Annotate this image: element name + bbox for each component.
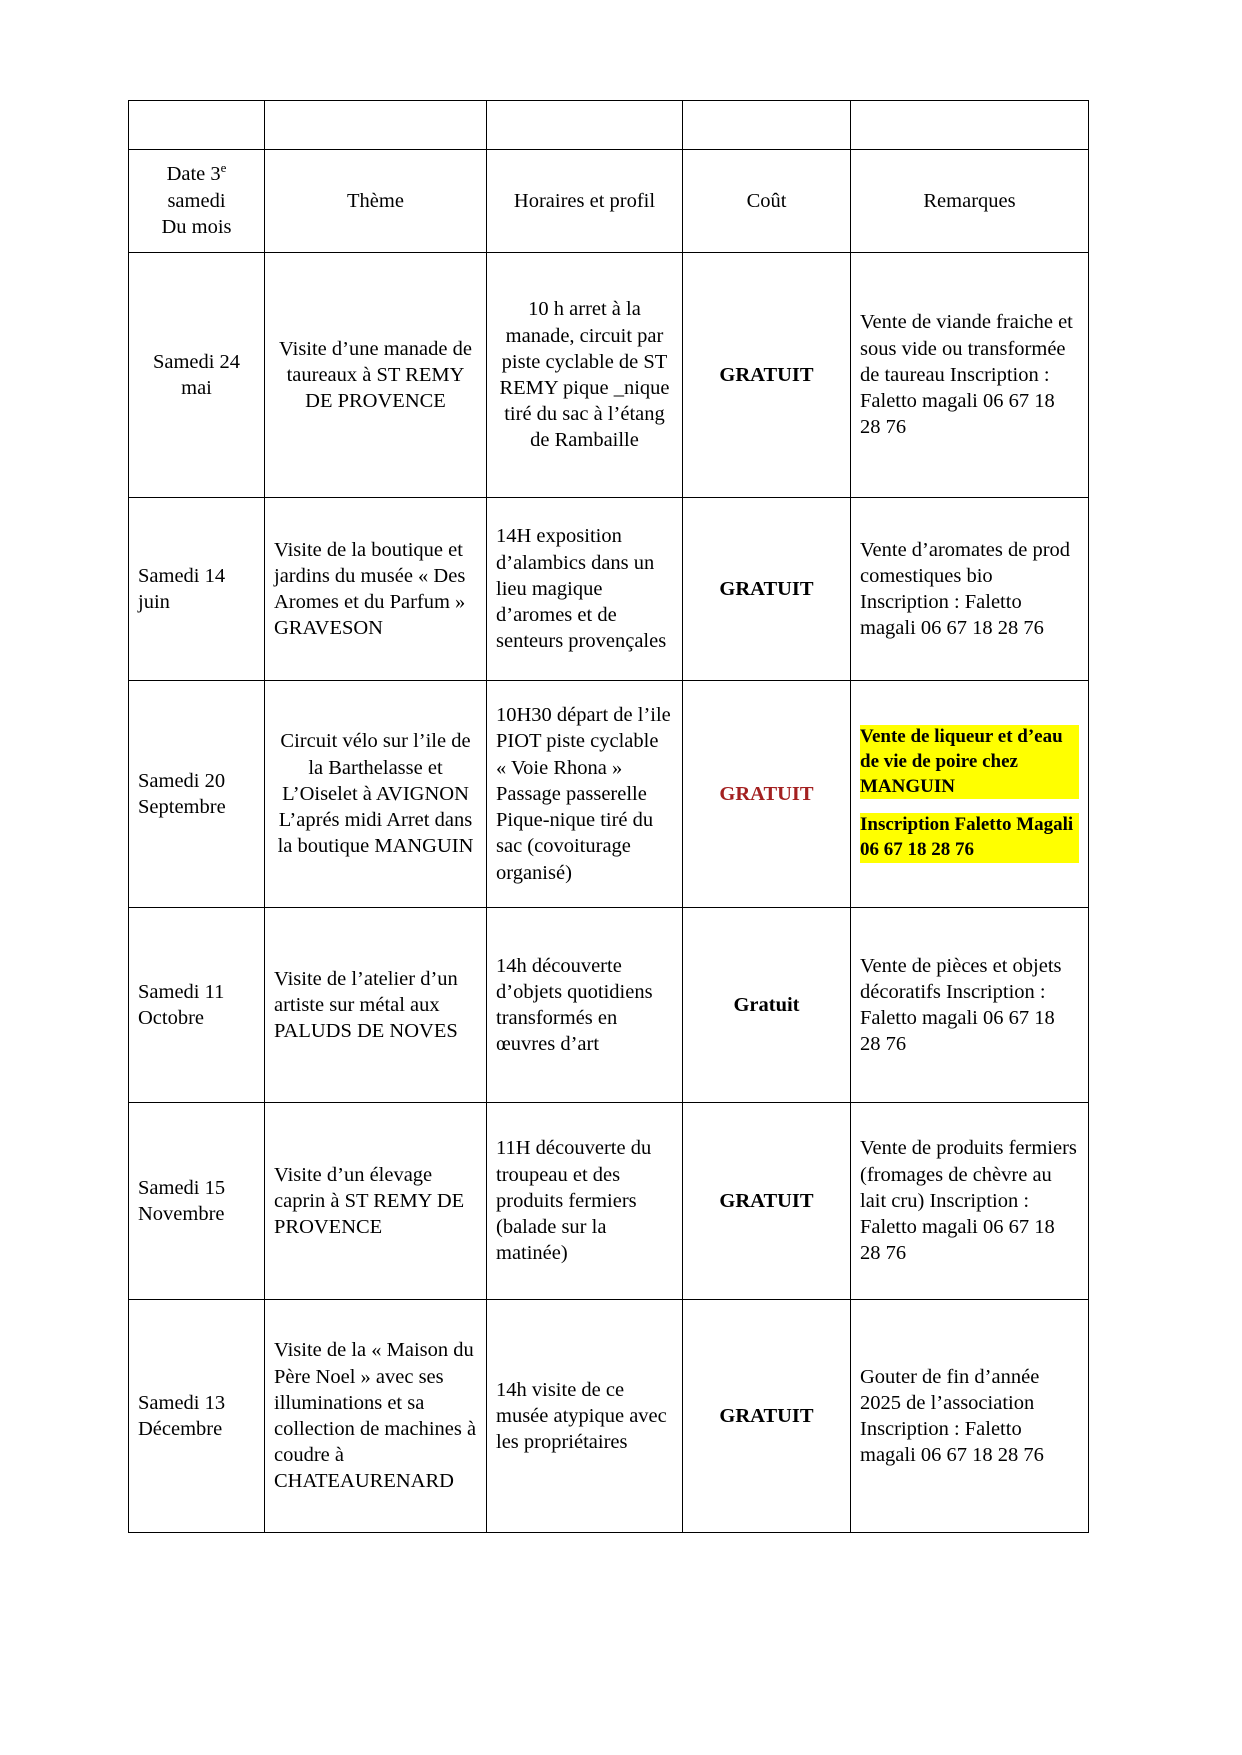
cell-cout: GRATUIT (683, 681, 851, 908)
table-spacer-row (129, 101, 1089, 150)
cell-horaires: 10 h arret à la manade, circuit par piste cyclable de ST REMY pique _nique tiré du sac à l’étang de Rambaille (487, 253, 683, 498)
cell-remarques: Vente de pièces et objets décoratifs Inscription : Faletto magali 06 67 18 28 76 (851, 908, 1089, 1103)
cell-remarques: Vente de produits fermiers (fromages de chèvre au lait cru) Inscription : Faletto magali 06 67 18 28 76 (851, 1103, 1089, 1300)
cell-horaires: 11H découverte du troupeau et des produits fermiers (balade sur la matinée) (487, 1103, 683, 1300)
spacer-cell-4 (683, 101, 851, 150)
table-header-row (129, 150, 1089, 253)
cell-horaires: 14h découverte d’objets quotidiens transformés en œuvres d’art (487, 908, 683, 1103)
table-row (129, 1103, 1089, 1300)
column-header-date-ordinal: e (220, 160, 227, 176)
cell-date: Samedi 15 Novembre (129, 1103, 265, 1300)
table-row (129, 681, 1089, 908)
spacer-cell-1 (129, 101, 265, 150)
cell-remarques: Gouter de fin d’année 2025 de l’association Inscription : Faletto magali 06 67 18 28 76 (851, 1300, 1089, 1533)
cell-cout: GRATUIT (683, 1300, 851, 1533)
cell-horaires: 10H30 départ de l’ile PIOT piste cyclable « Voie Rhona » Passage passerelle Pique-nique tiré du sac (covoiturage organisé) (487, 681, 683, 908)
column-header-date-line2: samedi (167, 189, 226, 212)
cell-date: Samedi 20 Septembre (129, 681, 265, 908)
column-header-date (129, 150, 265, 253)
cell-remarques: Vente de viande fraiche et sous vide ou transformée de taureau Inscription : Faletto magali 06 67 18 28 76 (851, 253, 1089, 498)
table-row (129, 498, 1089, 681)
cell-theme: Visite d’un élevage caprin à ST REMY DE PROVENCE (265, 1103, 487, 1300)
cell-remarques: Vente d’aromates de prod comestiques bio Inscription : Faletto magali 06 67 18 28 76 (851, 498, 1089, 681)
spacer-cell-3 (487, 101, 683, 150)
cell-theme: Circuit vélo sur l’ile de la Barthelasse et L’Oiselet à AVIGNON L’aprés midi Arret dans la boutique MANGUIN (265, 681, 487, 908)
cell-date: Samedi 11 Octobre (129, 908, 265, 1103)
table-row (129, 908, 1089, 1103)
schedule-table (128, 100, 1089, 1533)
cell-date: Samedi 24 mai (129, 253, 265, 498)
cell-remarques (851, 681, 1089, 908)
table-row (129, 253, 1089, 498)
cell-cout: GRATUIT (683, 253, 851, 498)
column-header-cout: Coût (683, 150, 851, 253)
cell-theme: Visite de l’atelier d’un artiste sur métal aux PALUDS DE NOVES (265, 908, 487, 1103)
column-header-theme: Thème (265, 150, 487, 253)
remarque-highlight-inscription: Inscription Faletto Magali 06 67 18 28 76 (860, 813, 1079, 862)
column-header-date-line3: Du mois (161, 216, 232, 239)
column-header-date-line1: Date 3 (166, 163, 221, 186)
cell-horaires: 14h visite de ce musée atypique avec les propriétaires (487, 1300, 683, 1533)
table-row (129, 1300, 1089, 1533)
cell-date: Samedi 13 Décembre (129, 1300, 265, 1533)
column-header-horaires: Horaires et profil (487, 150, 683, 253)
cell-horaires: 14H exposition d’alambics dans un lieu magique d’aromes et de senteurs provençales (487, 498, 683, 681)
cell-theme: Visite d’une manade de taureaux à ST REMY DE PROVENCE (265, 253, 487, 498)
cell-cout: Gratuit (683, 908, 851, 1103)
cell-theme: Visite de la « Maison du Père Noel » avec ses illuminations et sa collection de machines à coudre à CHATEAURENARD (265, 1300, 487, 1533)
cell-theme: Visite de la boutique et jardins du musée « Des Aromes et du Parfum » GRAVESON (265, 498, 487, 681)
spacer-cell-5 (851, 101, 1089, 150)
spacer-cell-2 (265, 101, 487, 150)
cell-cout: GRATUIT (683, 1103, 851, 1300)
cell-cout: GRATUIT (683, 498, 851, 681)
remarque-highlight-vente: Vente de liqueur et d’eau de vie de poire chez MANGUIN (860, 725, 1079, 799)
remarque-gap (860, 799, 1079, 813)
cell-date: Samedi 14 juin (129, 498, 265, 681)
column-header-remarques: Remarques (851, 150, 1089, 253)
